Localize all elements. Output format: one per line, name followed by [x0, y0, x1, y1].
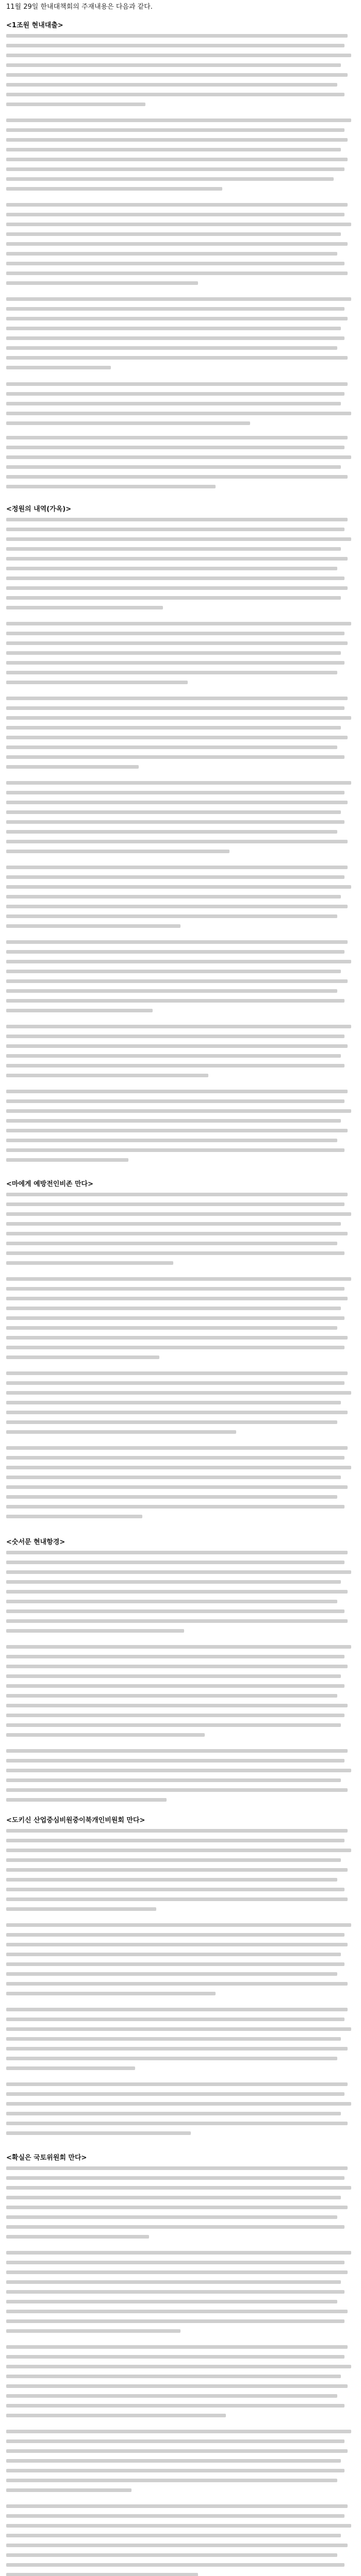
body-paragraph: [6, 1025, 355, 1083]
body-paragraph: [6, 2166, 355, 2245]
body-paragraph: [6, 2430, 355, 2498]
body-paragraph: [6, 118, 355, 197]
body-paragraph: [6, 781, 355, 859]
body-paragraph: [6, 2008, 355, 2076]
body-paragraph: [6, 518, 355, 616]
body-paragraph: [6, 1277, 355, 1365]
body-paragraph: [6, 297, 355, 376]
section-heading-2: <정원의 내역(가옥)>: [6, 505, 72, 513]
body-paragraph: [6, 436, 355, 495]
section-heading-1: <1조원 현내대출>: [6, 22, 63, 29]
body-paragraph: [6, 1193, 355, 1271]
body-paragraph: [6, 697, 355, 775]
body-paragraph: [6, 382, 355, 431]
body-paragraph: [6, 2082, 355, 2141]
body-paragraph: [6, 34, 355, 112]
section-heading-5: <도키신 산업중심비원중이북개인비원회 만다>: [6, 1817, 145, 1824]
body-paragraph: [6, 866, 355, 934]
body-paragraph: [6, 940, 355, 1019]
lead-sentence: 11월 29일 한내대책회의 주재내용은 다음과 같다.: [6, 3, 153, 11]
section-heading-6: <확실은 국토위원회 만다>: [6, 2154, 87, 2162]
body-paragraph: [6, 1446, 355, 1524]
section-heading-3: <마에게 예방전인비존 만다>: [6, 1180, 93, 1188]
body-paragraph: [6, 622, 355, 690]
body-paragraph: [6, 2345, 355, 2424]
body-paragraph: [6, 2504, 355, 2576]
body-paragraph: [6, 1551, 355, 1639]
body-paragraph: [6, 1749, 355, 1808]
body-paragraph: [6, 203, 355, 291]
body-paragraph: [6, 1090, 355, 1168]
body-paragraph: [6, 1923, 355, 2002]
section-heading-4: <숫서문 현내항경>: [6, 1538, 65, 1546]
body-paragraph: [6, 2251, 355, 2339]
body-paragraph: [6, 1829, 355, 1917]
body-paragraph: [6, 1371, 355, 1440]
body-paragraph: [6, 1645, 355, 1743]
